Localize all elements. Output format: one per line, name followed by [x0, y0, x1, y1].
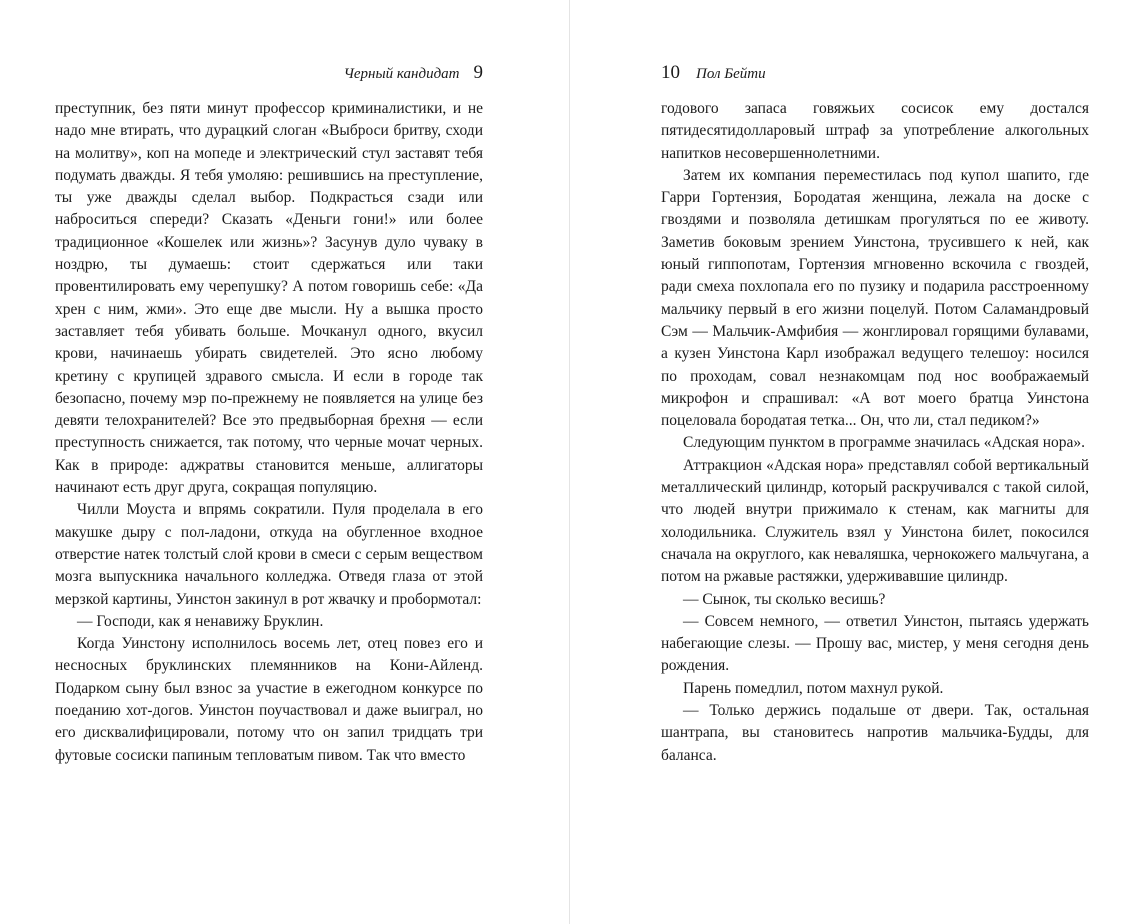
left-running-head	[55, 62, 483, 90]
left-paragraph-1: преступник, без пяти минут профессор криминалистики, и не надо мне втирать, что дурацкий слоган «Выброси бритву, сходи на молитву», коп на мопеде и электрический стул заставят тебя подумать дважды. Я тебя умоляю: решившись на преступление, ты уже дважды сделал выбор. Подкрасться сзади или наброситься спереди? Сказать «Деньги гони!» или более традиционное «Кошелек или жизнь»? Засунув дуло чуваку в ноздрю, ты думаешь: стоит сдержаться или таки провентилировать ему черепушку? А потом говоришь себе: «Да хрен с ним, жми». Это еще две мысли. Ну а вышка просто заставляет тебя убивать больше. Мочканул одного, вкусил крови, начинаешь убирать свидетелей. Это ясно любому кретину с крупицей здравого смысла. И если в городе так безопасно, почему мэр по-прежнему не появляется на улице без девяти телохранителей? Все это предвыборная брехня — если преступность снижается, так потому, что черные мочат черных. Как в природе: аджратвы становится меньше, аллигаторы начинают есть друг друга, сокращая популяцию.	[55, 100, 483, 497]
right-page-number: 10	[661, 62, 680, 83]
right-paragraph-4: Аттракцион «Адская нора» представлял собой вертикальный металлический цилиндр, который раскручивался с такой силой, что людей внутри прижимало к стенам, как магниты для холодильника. Служитель взял у Уинстона билет, покосился сначала на округлого, как неваляшка, чернокожего мальчугана, а потом на ржавые растяжки, удерживавшие цилиндр.	[661, 456, 1089, 586]
left-paragraph-4: Когда Уинстону исполнилось восемь лет, отец повез его и несносных бруклинских племянников на Кони-Айленд. Подарком сыну был взнос за участие в ежегодном конкурсе по поеданию хот-догов. Уинстон поучаствовал и даже выиграл, но его дисквалифицировали, потому что он запил тридцать три футовые сосиски папиным тепловатым пивом. Так что вместо	[55, 635, 483, 764]
left-header-title: Черный кандидат	[343, 66, 460, 82]
right-paragraph-2: Затем их компания переместилась под купол шапито, где Гарри Гортензия, Бородатая женщина, лежала на доске с гвоздями и позволяла детишкам прогуляться по ее животу. Заметив боковым зрением Уинстона, трусившего к ней, как юный гиппопотам, Гортензия мгновенно вскочила с гвоздей, ради смеха похлопала его по пузику и подарила расстроенному мальчику первый в его жизни поцелуй. Потом Саламандровый Сэм — Мальчик-Амфибия — жонглировал горящими булавами, а кузен Уинстона Карл изображал ведущего телешоу: носился по проходам, совал незнакомцам под нос воображаемый микрофон и спрашивал: «А вот моего братца Уинстона поцеловала бородатая тетка... Он, что ли, стал педиком?»	[661, 166, 1089, 430]
left-paragraph-2: Чилли Моуста и впрямь сократили. Пуля проделала в его макушке дыру с пол-ладони, откуда на обугленное входное отверстие натек толстый слой крови в смеси с серым веществом мозга выпускника начального колледжа. Отведя глаза от этой мерзкой картины, Уинстон закинул в рот жвачку и пробормотал:	[55, 501, 483, 608]
left-paragraph-3: — Господи, как я ненавижу Бруклин.	[77, 612, 324, 630]
right-paragraph-5: — Сынок, ты сколько весишь?	[683, 590, 886, 608]
right-paragraph-1: годового запаса говяжьих сосисок ему достался пятидесятидолларовый штраф за употребление алкогольных напитков несовершеннолетними.	[661, 100, 1089, 162]
right-page	[661, 0, 1089, 924]
page-gutter	[569, 0, 570, 924]
right-page-text	[661, 98, 1089, 767]
left-page	[55, 0, 483, 924]
right-header-title: Пол Бейти	[696, 66, 766, 82]
left-page-number: 9	[473, 62, 483, 83]
right-paragraph-8: — Только держись подальше от двери. Так, остальная шантрапа, вы становитесь напротив мальчика-Будды, для баланса.	[661, 702, 1089, 764]
right-paragraph-7: Парень помедлил, потом махнул рукой.	[683, 679, 944, 697]
right-paragraph-6: — Совсем немного, — ответил Уинстон, пытаясь удержать набегающие слезы. — Прошу вас, мистер, у меня сегодня день рождения.	[661, 612, 1089, 675]
left-page-text	[55, 98, 483, 767]
right-paragraph-3: Следующим пунктом в программе значилась «Адская нора».	[683, 434, 1085, 452]
right-running-head	[661, 62, 1089, 90]
